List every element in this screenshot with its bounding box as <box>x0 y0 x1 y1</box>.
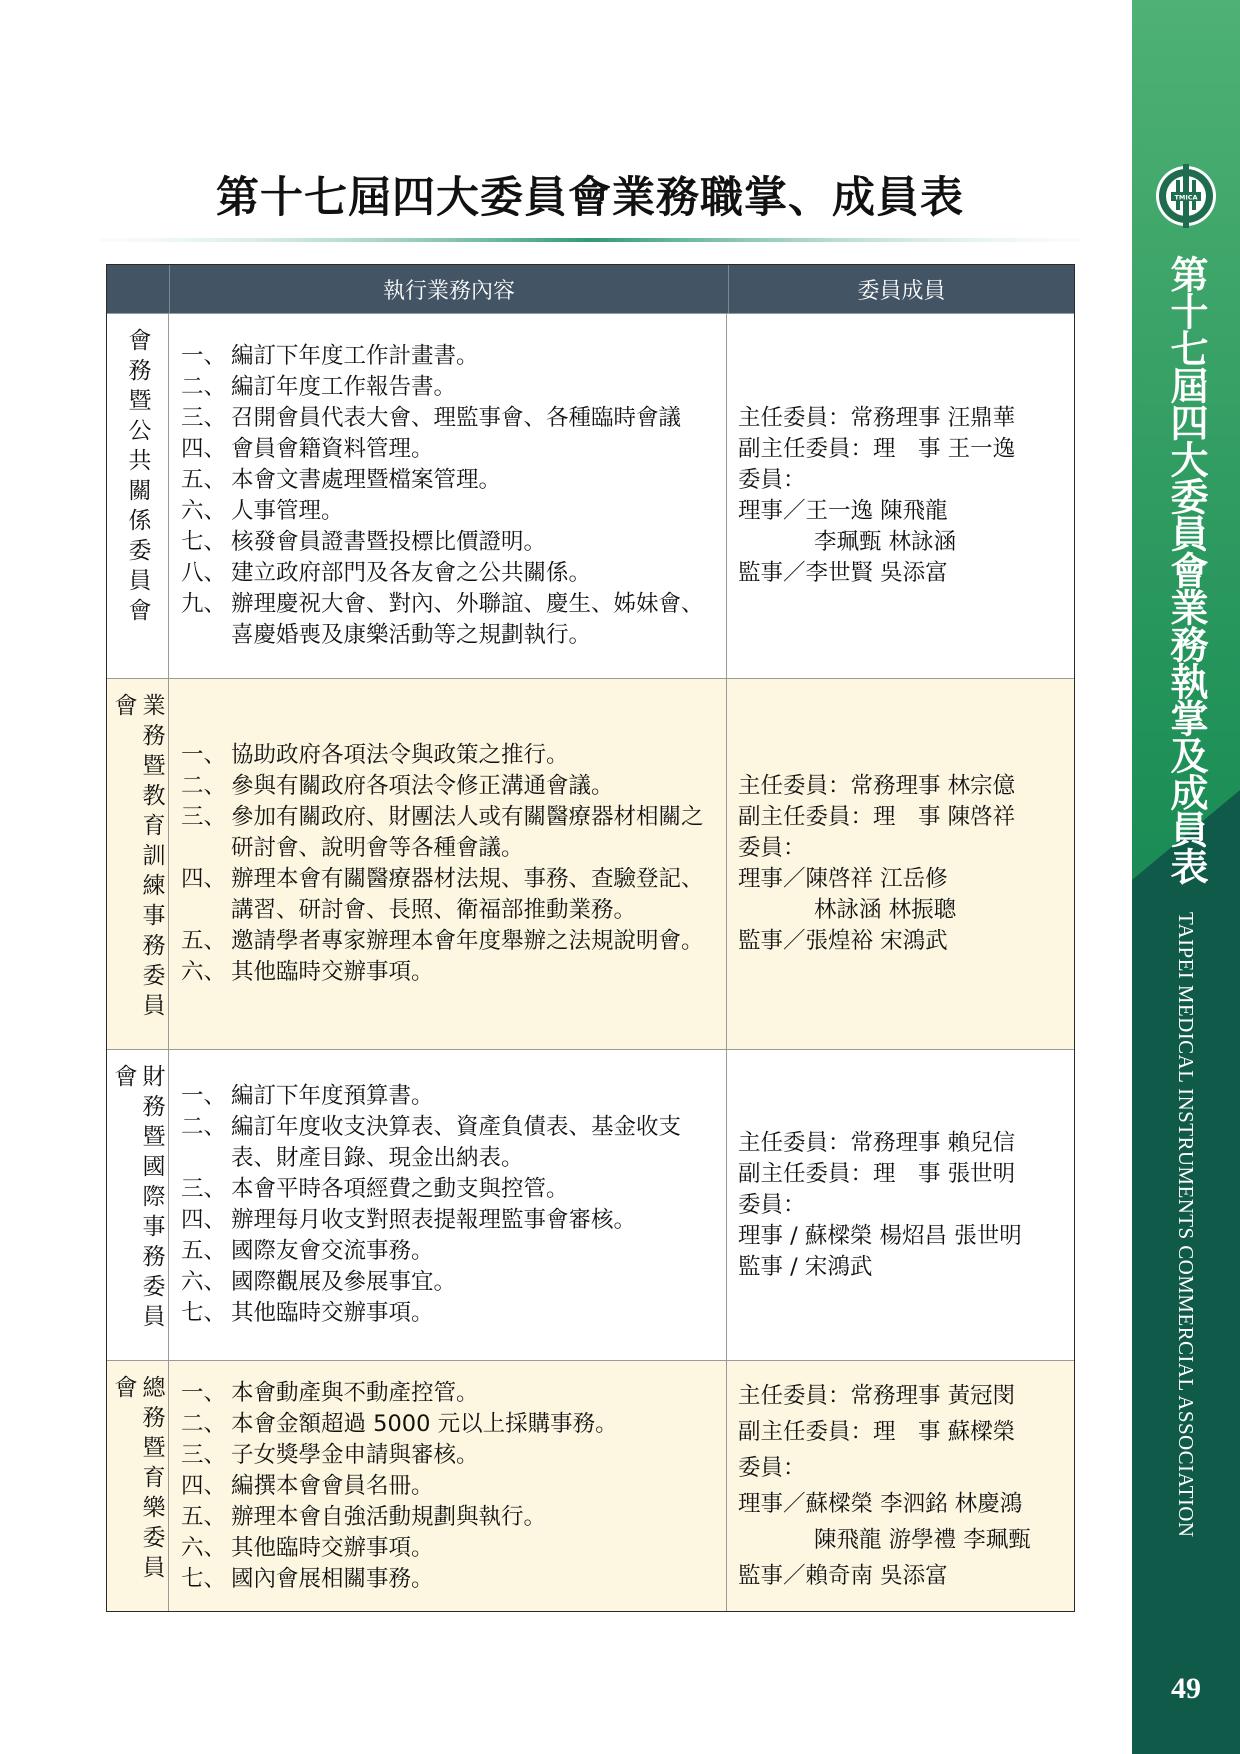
committee-row <box>107 313 1074 678</box>
member-line: 主任委員：常務理事 黃冠閔 <box>738 1383 1016 1409</box>
member-line: 林詠涵 林振聰 <box>814 897 957 923</box>
task-text: 會員會籍資料管理。 <box>231 436 434 462</box>
task-item <box>181 1409 716 1440</box>
task-number: 二、 <box>181 773 227 799</box>
task-text: 國內會展相關事務。 <box>231 1565 434 1592</box>
committee-row <box>107 678 1074 1049</box>
task-text: 其他臨時交辦事項。 <box>231 1534 434 1561</box>
task-text: 人事管理。 <box>231 498 344 524</box>
tasks-cell <box>169 314 727 678</box>
task-number: 一、 <box>181 1083 227 1109</box>
task-text: 辦理慶祝大會、對內、外聯誼、慶生、姊妹會、喜慶婚喪及康樂活動等之規劃執行。 <box>231 591 704 648</box>
task-number: 一、 <box>181 742 227 768</box>
task-text: 本會金額超過 5000 元以上採購事務。 <box>231 1410 618 1437</box>
task-text: 辦理本會自強活動規劃與執行。 <box>231 1503 547 1530</box>
task-item <box>181 802 716 864</box>
task-item <box>181 1236 716 1267</box>
committee-name-cell <box>107 1050 169 1360</box>
task-text: 編撰本會會員名冊。 <box>231 1472 434 1499</box>
committee-row <box>107 1360 1074 1611</box>
task-text: 建立政府部門及各友會之公共關係。 <box>231 560 592 586</box>
task-item <box>181 589 716 651</box>
side-english-name: TAIPEI MEDICAL INSTRUMENTS COMMERCIAL ASSOCIATION <box>1174 912 1198 1538</box>
task-text: 本會文書處理暨檔案管理。 <box>231 467 502 493</box>
task-number: 三、 <box>181 405 227 431</box>
member-line: 監事／賴奇南 吳添富 <box>738 1563 948 1589</box>
task-number: 七、 <box>181 1300 227 1326</box>
task-item <box>181 341 716 372</box>
task-text: 辦理本會有關醫療器材法規、事務、查驗登記、講習、研討會、長照、衛福部推動業務。 <box>231 866 704 923</box>
task-item <box>181 1081 716 1112</box>
task-text: 協助政府各項法令與政策之推行。 <box>231 742 569 768</box>
committee-name: 業務暨教育訓練事務委員會 <box>110 693 165 1023</box>
task-number: 二、 <box>181 1114 227 1140</box>
member-line: 主任委員：常務理事 賴兒信 <box>738 1129 1016 1156</box>
task-number: 五、 <box>181 467 227 493</box>
task-item <box>181 1298 716 1329</box>
task-number: 七、 <box>181 529 227 555</box>
member-line: 監事／張煌裕 宋鴻武 <box>738 928 948 954</box>
task-text: 編訂年度工作報告書。 <box>231 374 457 400</box>
task-text: 國際觀展及參展事宜。 <box>231 1269 457 1295</box>
committee-table <box>106 264 1075 1612</box>
task-number: 三、 <box>181 1176 227 1202</box>
title-underline <box>100 237 1080 243</box>
task-number: 三、 <box>181 1441 227 1468</box>
member-line: 監事 / 宋鴻武 <box>738 1253 873 1280</box>
task-item <box>181 558 716 589</box>
member-line: 委員： <box>738 1455 806 1481</box>
member-line: 陳飛龍 游學禮 李珮甄 <box>814 1527 1031 1553</box>
committee-name-cell <box>107 314 169 678</box>
tasks-cell <box>169 1050 727 1360</box>
task-text: 編訂下年度預算書。 <box>231 1083 434 1109</box>
task-item <box>181 1471 716 1502</box>
task-text: 召開會員代表大會、理監事會、各種臨時會議 <box>231 405 682 431</box>
task-number: 二、 <box>181 1410 227 1437</box>
logo-text: TMICA <box>1174 193 1198 202</box>
header-blank-cell <box>107 265 170 313</box>
task-item <box>181 434 716 465</box>
task-number: 一、 <box>181 343 227 369</box>
committee-name-cell <box>107 1361 169 1611</box>
task-item <box>181 496 716 527</box>
committee-row <box>107 1049 1074 1360</box>
task-item <box>181 1267 716 1298</box>
page-number: 49 <box>1171 1672 1201 1705</box>
task-number: 二、 <box>181 374 227 400</box>
task-item <box>181 740 716 771</box>
task-text: 核發會員證書暨投標比價證明。 <box>231 529 547 555</box>
task-item <box>181 1205 716 1236</box>
member-line: 副主任委員：理 事 陳啓祥 <box>738 804 1016 830</box>
task-number: 一、 <box>181 1379 227 1406</box>
member-line: 理事／陳啓祥 江岳修 <box>738 866 948 892</box>
task-number: 六、 <box>181 498 227 524</box>
task-text: 編訂下年度工作計畫書。 <box>231 343 479 369</box>
page-title: 第十七屆四大委員會業務職掌、成員表 <box>216 173 964 223</box>
task-number: 五、 <box>181 1503 227 1530</box>
task-item <box>181 1533 716 1564</box>
task-number: 四、 <box>181 1207 227 1233</box>
task-number: 六、 <box>181 959 227 985</box>
task-item <box>181 465 716 496</box>
table-header <box>107 265 1074 313</box>
member-line: 理事／王一逸 陳飛龍 <box>738 498 948 524</box>
task-item <box>181 1564 716 1595</box>
task-item <box>181 372 716 403</box>
task-text: 子女獎學金申請與審核。 <box>231 1441 479 1468</box>
task-item <box>181 527 716 558</box>
task-number: 四、 <box>181 436 227 462</box>
task-text: 本會平時各項經費之動支與控管。 <box>231 1176 569 1202</box>
task-number: 五、 <box>181 1238 227 1264</box>
task-text: 本會動產與不動產控管。 <box>231 1379 479 1406</box>
task-number: 六、 <box>181 1534 227 1561</box>
task-number: 七、 <box>181 1565 227 1592</box>
side-title: 第十七屆四大委員會業務執掌及成員表 <box>1164 255 1209 884</box>
member-line: 主任委員：常務理事 林宗億 <box>738 773 1016 799</box>
tasks-cell <box>169 1361 727 1611</box>
task-text: 其他臨時交辦事項。 <box>231 1300 434 1326</box>
committee-name-cell <box>107 679 169 1049</box>
task-text: 辦理每月收支對照表提報理監事會審核。 <box>231 1207 637 1233</box>
association-logo <box>1153 158 1219 234</box>
task-item <box>181 926 716 957</box>
member-line: 李珮甄 林詠涵 <box>814 529 957 555</box>
task-text: 國際友會交流事務。 <box>231 1238 434 1264</box>
task-item <box>181 1112 716 1174</box>
task-number: 五、 <box>181 928 227 954</box>
header-members: 委員成員 <box>857 278 946 304</box>
task-item <box>181 1174 716 1205</box>
member-line: 委員： <box>738 467 806 493</box>
tasks-cell <box>169 679 727 1049</box>
task-number: 八、 <box>181 560 227 586</box>
member-line: 監事／李世賢 吳添富 <box>738 560 948 586</box>
task-item <box>181 864 716 926</box>
member-line: 理事 / 蘇樑榮 楊炤昌 張世明 <box>738 1222 1022 1249</box>
task-number: 六、 <box>181 1269 227 1295</box>
task-item <box>181 957 716 988</box>
members-cell <box>727 314 1074 678</box>
task-text: 編訂年度收支決算表、資產負債表、基金收支表、財產目錄、現金出納表。 <box>231 1114 682 1171</box>
task-text: 其他臨時交辦事項。 <box>231 959 434 985</box>
task-number: 四、 <box>181 866 227 892</box>
task-item <box>181 1502 716 1533</box>
members-cell <box>727 679 1074 1049</box>
members-cell <box>727 1361 1074 1611</box>
members-cell <box>727 1050 1074 1360</box>
task-number: 九、 <box>181 591 227 617</box>
committee-name: 會務暨公共關係委員會 <box>124 328 151 628</box>
member-line: 副主任委員：理 事 蘇樑榮 <box>738 1419 1016 1445</box>
task-item <box>181 403 716 434</box>
member-line: 委員： <box>738 835 806 861</box>
member-line: 主任委員：常務理事 汪鼎華 <box>738 405 1016 431</box>
task-text: 邀請學者專家辦理本會年度舉辦之法規說明會。 <box>231 928 704 954</box>
task-number: 三、 <box>181 804 227 830</box>
member-line: 副主任委員：理 事 王一逸 <box>738 436 1016 462</box>
task-item <box>181 771 716 802</box>
task-text: 參與有關政府各項法令修正溝通會議。 <box>231 773 614 799</box>
side-band <box>1132 0 1240 1754</box>
committee-name: 總務暨育樂委員會 <box>110 1375 165 1585</box>
committee-name: 財務暨國際事務委員會 <box>110 1064 165 1334</box>
task-number: 四、 <box>181 1472 227 1499</box>
member-line: 理事／蘇樑榮 李泗銘 林慶鴻 <box>738 1491 1023 1517</box>
header-content: 執行業務內容 <box>170 265 729 313</box>
member-line: 副主任委員：理 事 張世明 <box>738 1160 1016 1187</box>
member-line: 委員： <box>738 1191 806 1218</box>
task-text: 參加有關政府、財團法人或有關醫療器材相關之研討會、說明會等各種會議。 <box>231 804 704 861</box>
task-item <box>181 1440 716 1471</box>
task-item <box>181 1378 716 1409</box>
